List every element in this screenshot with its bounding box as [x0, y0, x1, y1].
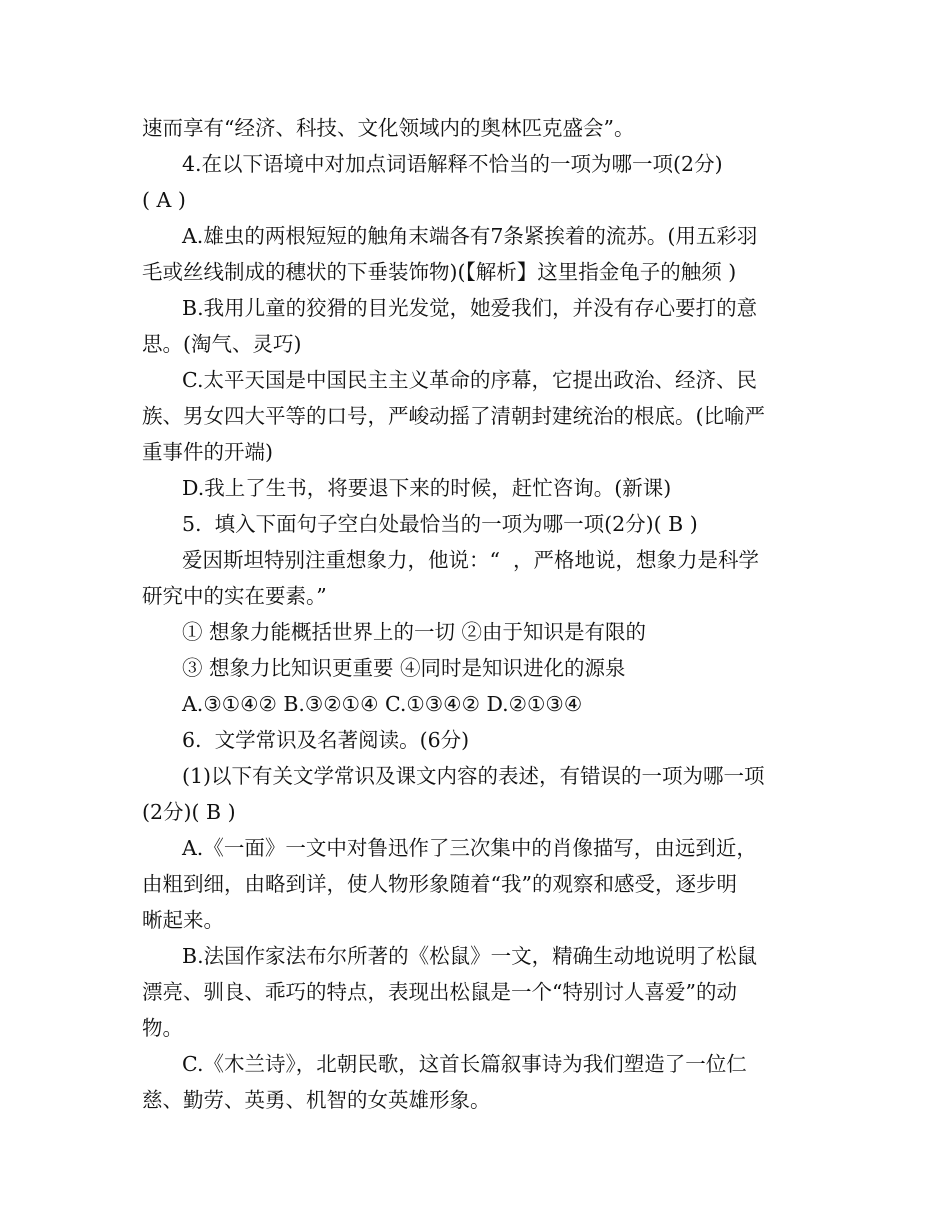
answer-line: (2分)( B ) — [142, 800, 236, 824]
question-4-line: 4.在以下语境中对加点词语解释不恰当的一项为哪一项(2分) — [182, 152, 723, 176]
option-c-line: C.《木兰诗》，北朝民歌，这首长篇叙事诗为我们塑造了一位仁 — [182, 1052, 747, 1076]
text-line: 物。 — [142, 1016, 183, 1040]
option-a-line: A.雄虫的两根短短的触角末端各有7条紧挨着的流苏。(用五彩羽 — [182, 224, 758, 248]
text-line: 研究中的实在要素。” — [142, 584, 327, 608]
text-line: 漂亮、驯良、乖巧的特点，表现出松鼠是一个“特别讨人喜爱”的动 — [142, 980, 737, 1004]
question-6-line: 6. 文学常识及名著阅读。(6分) — [182, 728, 470, 752]
options-line: A.③①④② B.③②①④ C.①③④② D.②①③④ — [182, 692, 583, 716]
option-a-line: A.《一面》一文中对鲁迅作了三次集中的肖像描写，由远到近， — [182, 836, 757, 860]
text-line: 毛或丝线制成的穗状的下垂装饰物)(【解析】这里指金龟子的触须 ) — [142, 260, 737, 284]
text-line: 爱因斯坦特别注重想象力，他说：“ ，严格地说，想象力是科学 — [182, 548, 760, 572]
text-line: ① 想象力能概括世界上的一切 ②由于知识是有限的 — [182, 620, 647, 644]
text-line: ③ 想象力比知识更重要 ④同时是知识进化的源泉 — [182, 656, 626, 680]
question-5-line: 5. 填入下面句子空白处最恰当的一项为哪一项(2分)( B ) — [182, 512, 698, 536]
text-line: 重事件的开端) — [142, 440, 273, 464]
subquestion-line: (1)以下有关文学常识及课文内容的表述，有错误的一项为哪一项 — [182, 764, 765, 788]
text-line: 由粗到细，由略到详，使人物形象随着“我”的观察和感受，逐步明 — [142, 872, 737, 896]
option-b-line: B.法国作家法布尔所著的《松鼠》一文，精确生动地说明了松鼠 — [182, 944, 758, 968]
text-line: 速而享有“经济、科技、文化领域内的奥林匹克盛会”。 — [142, 116, 635, 140]
option-b-line: B.我用儿童的狡猾的目光发觉，她爱我们，并没有存心要打的意 — [182, 296, 758, 320]
option-d-line: D.我上了生书，将要退下来的时候，赶忙咨询。(新课) — [182, 476, 672, 500]
text-line: 慈、勤劳、英勇、机智的女英雄形象。 — [142, 1088, 491, 1112]
option-c-line: C.太平天国是中国民主主义革命的序幕，它提出政治、经济、民 — [182, 368, 757, 392]
text-line: 思。(淘气、灵巧) — [142, 332, 302, 356]
text-line: 晰起来。 — [142, 908, 224, 932]
answer-line: ( A ) — [142, 188, 186, 212]
text-line: 族、男女四大平等的口号，严峻动摇了清朝封建统治的根底。(比喻严 — [142, 404, 765, 428]
